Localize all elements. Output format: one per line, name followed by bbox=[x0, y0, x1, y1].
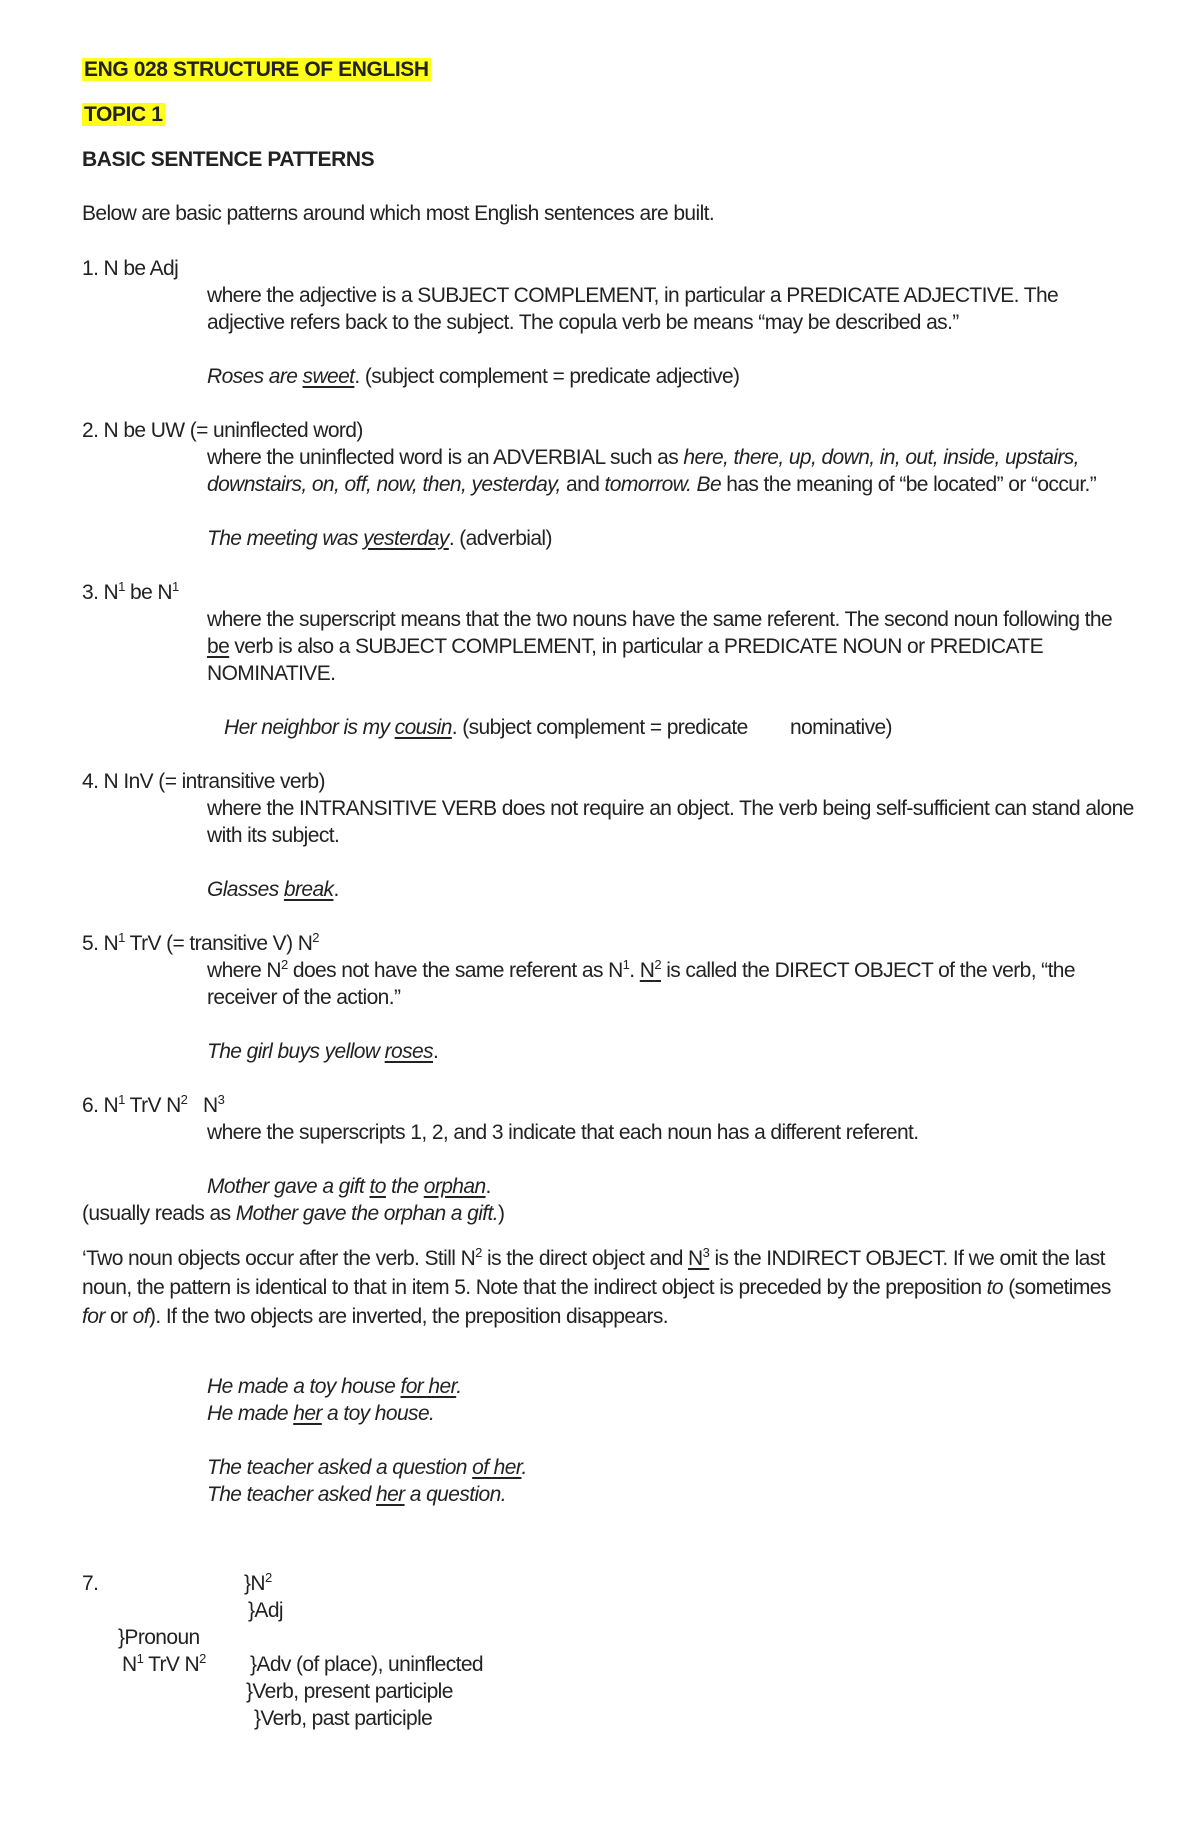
intro-text: Below are basic patterns around which most English sentences are built. bbox=[82, 202, 715, 225]
pattern-6-example-3b: The teacher asked her a question. bbox=[207, 1483, 506, 1506]
pattern-6-desc-line1: where the superscripts 1, 2, and 3 indicate that each noun has a different referent. bbox=[207, 1121, 919, 1144]
pattern-2-desc-line1: where the uninflected word is an ADVERBIAL such as here, there, up, down, in, out, inside, upstairs, bbox=[207, 446, 1079, 469]
pattern-3-example: Her neighbor is my cousin. (subject complement = predicate bbox=[224, 716, 748, 739]
topic-label: TOPIC 1 bbox=[84, 103, 163, 126]
pattern-7-option-adv: }Adv (of place), uninflected bbox=[250, 1653, 484, 1676]
pattern-7-option-adj: }Adj bbox=[248, 1599, 283, 1622]
pattern-6-example: Mother gave a gift to the orphan. bbox=[207, 1175, 491, 1198]
pattern-2-heading: 2. N be UW (= uninflected word) bbox=[82, 419, 363, 442]
pattern-6-explanation-line1: ‘Two noun objects occur after the verb. Still $N^2$ is the direct object and $N^3$ is the INDIRECT OBJECT. If we omit the last bbox=[82, 1245, 1105, 1270]
pattern-7-option-noun: }$N^2$ bbox=[244, 1570, 272, 1595]
course-title: ENG 028 STRUCTURE OF ENGLISH bbox=[84, 58, 429, 81]
pattern-5-example: The girl buys yellow roses. bbox=[207, 1040, 439, 1063]
pattern-7-option-present-participle: }Verb, present participle bbox=[246, 1680, 453, 1703]
pattern-2-example: The meeting was yesterday. (adverbial) bbox=[207, 527, 552, 550]
pattern-4-desc-line2: with its subject. bbox=[207, 824, 340, 847]
pattern-6-usage-note: (usually reads as Mother gave the orphan a gift.) bbox=[82, 1202, 505, 1225]
pattern-7-heading: 7. bbox=[82, 1572, 99, 1595]
pattern-6-example-2a: He made a toy house for her. bbox=[207, 1375, 462, 1398]
pattern-1-desc-line1: where the adjective is a SUBJECT COMPLEMENT, in particular a PREDICATE ADJECTIVE. The bbox=[207, 284, 1059, 307]
pattern-3-desc-line1: where the superscript means that the two nouns have the same referent. The second noun following the bbox=[207, 608, 1113, 631]
pattern-2-desc-line2: downstairs, on, off, now, then, yesterday, and tomorrow. Be has the meaning of “be located” or “occur.” bbox=[207, 473, 1097, 496]
pattern-4-example: Glasses break. bbox=[207, 878, 339, 901]
pattern-7-option-past-participle: }Verb, past participle bbox=[254, 1707, 433, 1730]
pattern-3-example-end: nominative) bbox=[790, 716, 892, 739]
pattern-4-desc-line1: where the INTRANSITIVE VERB does not require an object. The verb being self-sufficient can stand alone bbox=[207, 797, 1134, 820]
pattern-1-heading: 1. N be Adj bbox=[82, 257, 179, 280]
pattern-1-example: Roses are sweet. (subject complement = predicate adjective) bbox=[207, 365, 740, 388]
section-title: BASIC SENTENCE PATTERNS bbox=[82, 148, 375, 171]
pattern-6-heading: 6. $N^1$ TrV $N^2$ $N^3$ bbox=[82, 1092, 225, 1117]
pattern-4-heading: 4. N InV (= intransitive verb) bbox=[82, 770, 325, 793]
pattern-7-formula: $N^1$ TrV $N^2$ bbox=[122, 1651, 206, 1676]
pattern-6-example-2b: He made her a toy house. bbox=[207, 1402, 435, 1425]
pattern-6-explanation-line3: for or of). If the two objects are inverted, the preposition disappears. bbox=[82, 1305, 669, 1328]
pattern-5-heading: 5. $N^1$ TrV (= transitive V) $N^2$ bbox=[82, 930, 319, 955]
pattern-3-heading: 3. $N^1$ be $N^1$ bbox=[82, 579, 179, 604]
pattern-7-option-pronoun: }Pronoun bbox=[118, 1626, 200, 1649]
pattern-3-desc-line2: be verb is also a SUBJECT COMPLEMENT, in particular a PREDICATE NOUN or PREDICATE bbox=[207, 635, 1043, 658]
pattern-3-desc-line3: NOMINATIVE. bbox=[207, 662, 336, 685]
pattern-5-desc-line1: where $N^2$ does not have the same referent as $N^1$. $N^2$ is called the DIRECT OBJECT of the verb, “the bbox=[207, 957, 1075, 982]
pattern-6-explanation-line2: noun, the pattern is identical to that in item 5. Note that the indirect object is preceded by the preposition to (sometimes bbox=[82, 1276, 1111, 1299]
pattern-6-example-3a: The teacher asked a question of her. bbox=[207, 1456, 527, 1479]
pattern-1-desc-line2: adjective refers back to the subject. The copula verb be means “may be described as.” bbox=[207, 311, 959, 334]
pattern-5-desc-line2: receiver of the action.” bbox=[207, 986, 401, 1009]
